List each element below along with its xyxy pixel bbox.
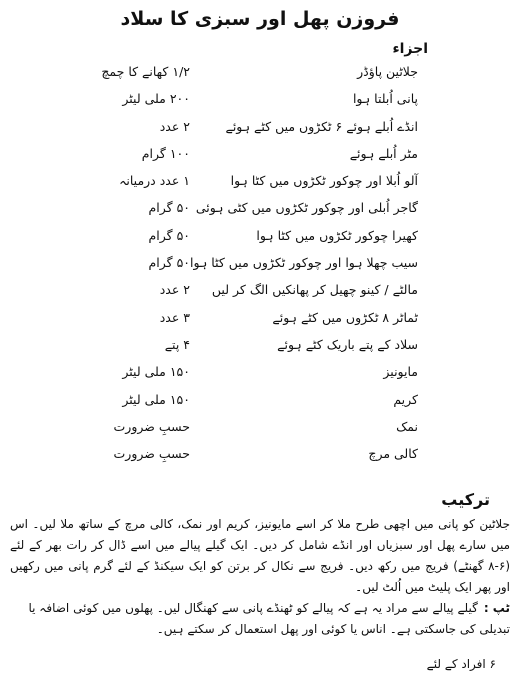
tip-text: گیلے پیالے سے مراد یہ ہے کہ پیالے کو ٹھنڈے پانی سے کھنگال لیں۔ پھلوں میں کوئی اضافہ یا تبدیلی کی جاسکتی ہے۔ اناس یا کوئی اور پھل استعمال کر سکتے ہیں۔ — [28, 601, 510, 636]
ingredient-quantity: حسبِ ضرورت — [113, 446, 190, 462]
ingredient-row — [0, 251, 520, 278]
ingredient-row — [0, 87, 520, 114]
ingredient-row — [0, 415, 520, 442]
ingredient-quantity: ۲۰۰ ملی لیٹر — [122, 91, 190, 107]
ingredients-list — [0, 60, 520, 469]
ingredient-name: سلاد کے پتے باریک کٹے ہوئے — [277, 336, 418, 352]
method-text — [10, 514, 510, 598]
ingredient-quantity: ۵۰ گرام — [148, 227, 190, 243]
method-paragraph: جلاٹین کو پانی میں اچھی طرح ملا کر اسے مایونیز، کریم اور نمک، کالی مرچ کے ساتھ ملا لیں۔ اس میں سارے پھل اور سبزیاں اور انڈے شامل کر دیں۔ ایک گیلے پیالے میں اسے ڈال کر رات بھر کے لئے (۶-۸ گھنٹے) فریج میں رکھ دیں۔ فریج سے نکال کر برتن کو ایک سیکنڈ کے لئے گرم پانی میں رکھیں اور پھر ایک پلیٹ میں اُلٹ لیں۔ — [10, 517, 510, 594]
ingredient-row — [0, 278, 520, 305]
tip-note — [10, 598, 510, 640]
ingredient-name: انڈے اُبلے ہوئے ۶ ٹکڑوں میں کٹے ہوئے — [225, 118, 418, 134]
ingredient-name: کھیرا چوکور ٹکڑوں میں کٹا ہوا — [256, 227, 418, 243]
ingredient-quantity: ۱۵۰ ملی لیٹر — [122, 364, 190, 380]
ingredient-quantity: ۱۵۰ ملی لیٹر — [122, 391, 190, 407]
ingredient-row — [0, 196, 520, 223]
ingredient-name: ٹماٹر ۸ ٹکڑوں میں کٹے ہوئے — [272, 309, 418, 325]
ingredient-quantity: ۲ عدد — [159, 118, 190, 134]
ingredient-name: مٹر اُبلے ہوئے — [349, 145, 418, 161]
ingredient-quantity: ۳ عدد — [159, 309, 190, 325]
ingredient-quantity: حسبِ ضرورت — [113, 418, 190, 434]
ingredient-row — [0, 360, 520, 387]
ingredients-heading: اجزاء — [392, 41, 428, 57]
ingredient-quantity: ۵۰ گرام — [148, 255, 190, 271]
ingredient-name: کریم — [393, 391, 418, 407]
ingredient-quantity: ۱۰۰ گرام — [141, 145, 190, 161]
ingredient-row — [0, 306, 520, 333]
ingredient-quantity: ۱/۲ کھانے کا چمچ — [101, 64, 190, 79]
ingredient-row — [0, 333, 520, 360]
ingredient-quantity: ۱ عدد درمیانہ — [119, 173, 190, 189]
ingredient-name: پانی اُبلتا ہوا — [352, 91, 418, 107]
ingredient-name: آلو اُبلا اور چوکور ٹکڑوں میں کٹا ہوا — [230, 173, 418, 189]
servings-note: ۶ افراد کے لئے — [426, 657, 496, 671]
ingredient-row — [0, 388, 520, 415]
recipe-title: فروزن پھل اور سبزی کا سلاد — [120, 8, 400, 30]
ingredient-row — [0, 442, 520, 469]
ingredient-row — [0, 60, 520, 87]
ingredient-row — [0, 115, 520, 142]
ingredient-quantity: ۵۰ گرام — [148, 200, 190, 216]
tip-label: ٹپ : — [483, 601, 510, 615]
ingredient-name: سیب چھلا ہوا اور چوکور ٹکڑوں میں کٹا ہوا — [190, 255, 418, 271]
ingredient-name: مایونیز — [383, 364, 418, 380]
ingredient-row — [0, 169, 520, 196]
ingredient-quantity: ۴ پتے — [164, 336, 190, 352]
method-heading: ترکیب — [441, 490, 490, 509]
ingredient-row — [0, 142, 520, 169]
ingredient-name: جلاٹین پاؤڈر — [357, 64, 418, 79]
ingredient-quantity: ۲ عدد — [159, 282, 190, 298]
ingredient-name: نمک — [396, 418, 418, 434]
ingredient-name: کالی مرچ — [368, 446, 418, 462]
ingredient-row — [0, 224, 520, 251]
ingredient-name: مالٹے / کینو چھیل کر پھانکیں الگ کر لیں — [211, 282, 418, 298]
ingredient-name: گاجر اُبلی اور چوکور ٹکڑوں میں کٹی ہوئی — [195, 200, 418, 216]
